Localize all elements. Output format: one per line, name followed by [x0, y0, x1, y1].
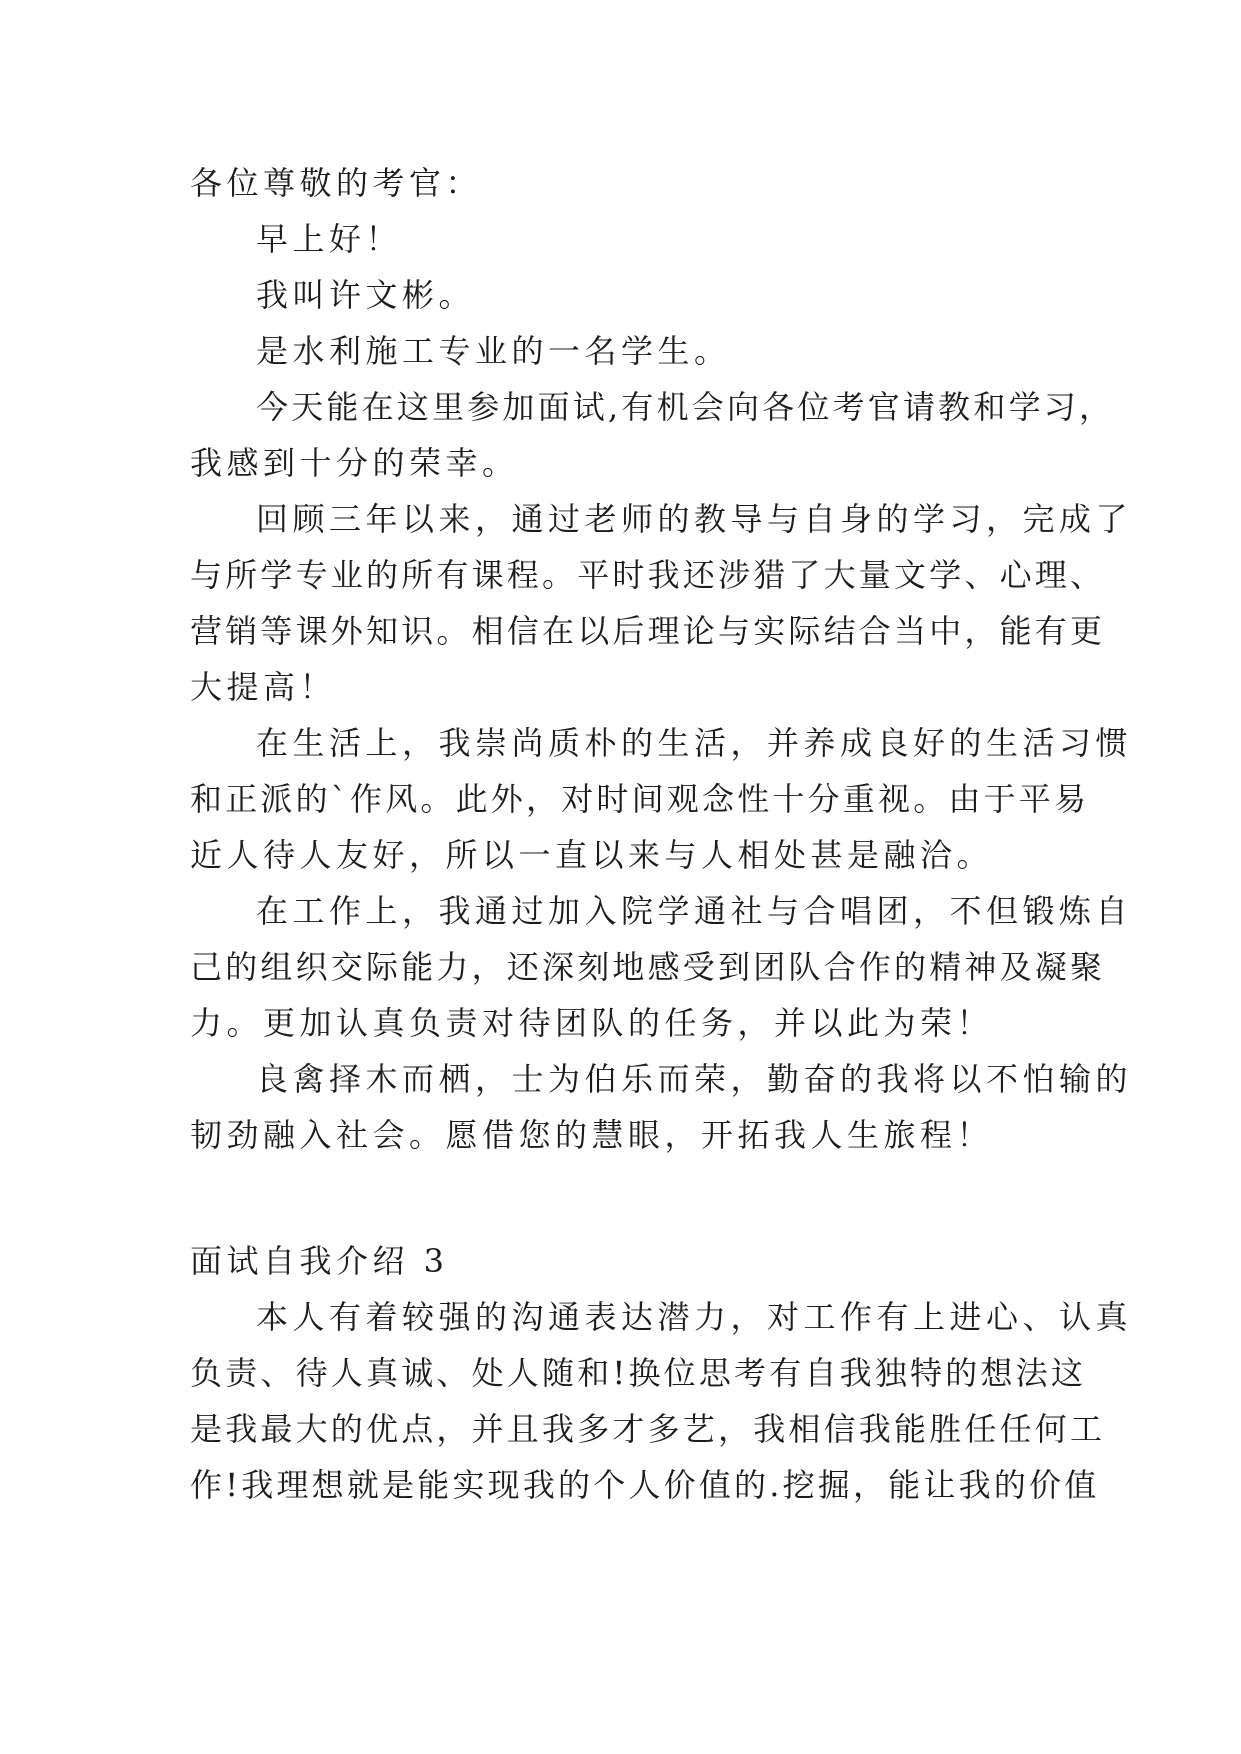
paragraph-line: 在工作上，我通过加入院学通社与合唱团，不但锻炼自 — [256, 892, 1133, 930]
paragraph-line: 作!我理想就是能实现我的个人价值的.挖掘，能让我的价值 — [190, 1466, 1100, 1504]
paragraph-line: 大提高！ — [190, 668, 337, 706]
paragraph-line: 负责、待人真诚、处人随和!换位思考有自我独特的想法这 — [190, 1354, 1087, 1392]
paragraph-line: 我感到十分的荣幸。 — [190, 444, 519, 482]
section-title: 面试自我介绍 3 — [190, 1242, 449, 1280]
major-line: 是水利施工专业的一名学生。 — [256, 332, 731, 370]
document-page — [190, 155, 1133, 1513]
paragraph-line: 回顾三年以来，通过老师的教导与自身的学习，完成了 — [256, 500, 1133, 538]
paragraph-line: 本人有着较强的沟通表达潜力，对工作有上进心、认真 — [256, 1298, 1133, 1336]
greeting-line: 早上好！ — [256, 220, 403, 258]
paragraph-line: 近人待人友好，所以一直以来与人相处甚是融洽。 — [190, 836, 994, 874]
section-spacer — [190, 1163, 1060, 1233]
paragraph-line: 今天能在这里参加面试,有机会向各位考官请教和学习， — [256, 388, 1115, 426]
paragraph-line: 己的组织交际能力，还深刻地感受到团队合作的精神及凝聚 — [190, 948, 1106, 986]
paragraph-line: 与所学专业的所有课程。平时我还涉猎了大量文学、心理、 — [190, 556, 1106, 594]
paragraph-line: 营销等课外知识。相信在以后理论与实际结合当中，能有更 — [190, 612, 1106, 650]
paragraph-line: 良禽择木而栖，士为伯乐而荣，勤奋的我将以不怕输的 — [256, 1060, 1133, 1098]
paragraph-line: 力。更加认真负责对待团队的任务，并以此为荣！ — [190, 1004, 994, 1042]
paragraph-line: 是我最大的优点，并且我多才多艺，我相信我能胜任任何工 — [190, 1410, 1106, 1448]
paragraph-line: 韧劲融入社会。愿借您的慧眼，开拓我人生旅程！ — [190, 1116, 994, 1154]
name-line: 我叫许文彬。 — [256, 276, 476, 314]
paragraph-line: 和正派的`作风。此外，对时间观念性十分重视。由于平易 — [190, 780, 1090, 818]
paragraph-line: 在生活上，我崇尚质朴的生活，并养成良好的生活习惯 — [256, 724, 1133, 762]
salutation: 各位尊敬的考官： — [190, 164, 483, 202]
